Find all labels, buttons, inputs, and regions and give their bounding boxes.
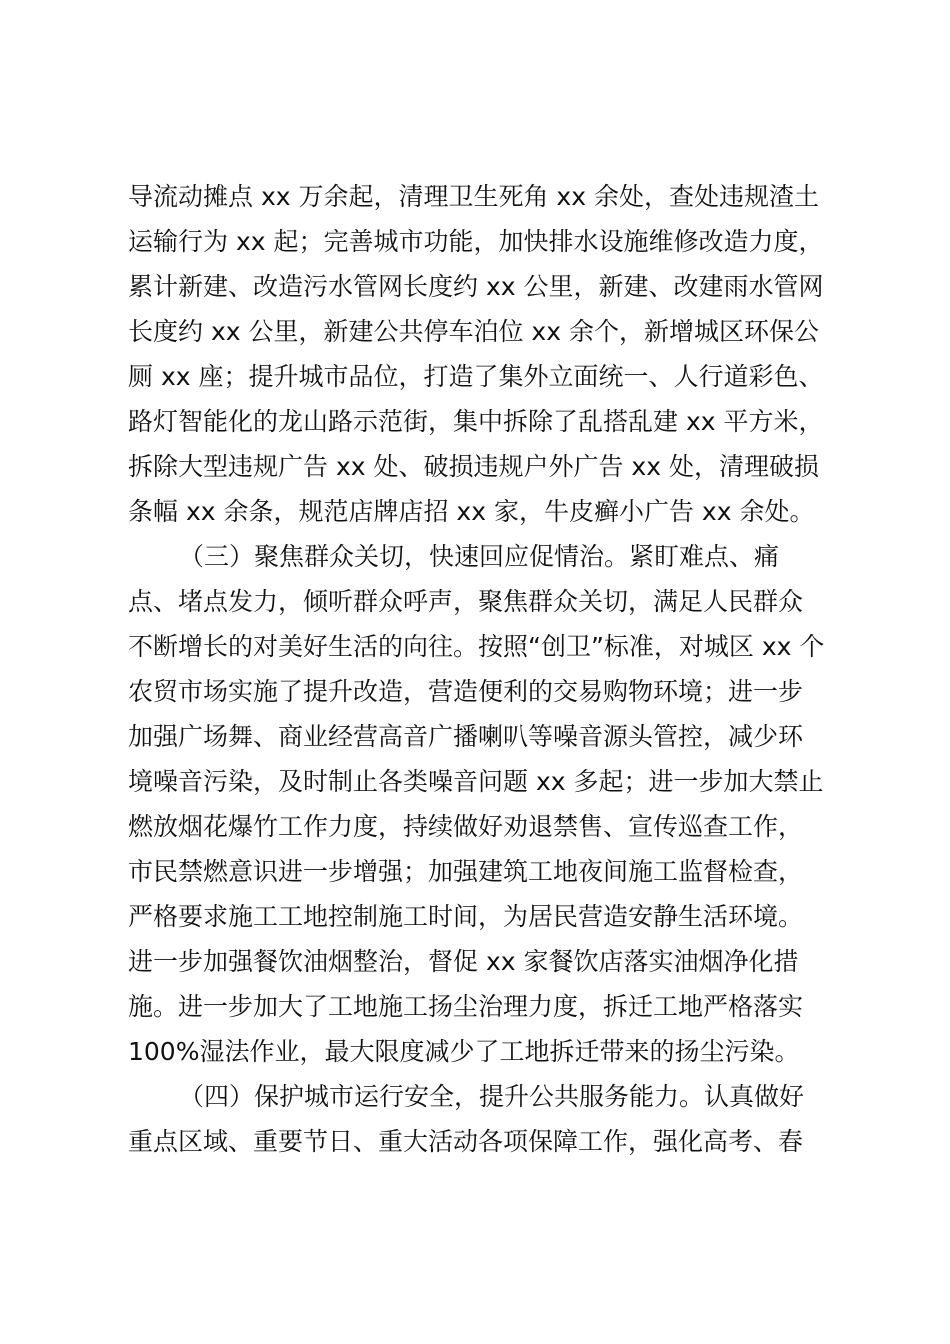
text-line: 长度约 xx 公里，新建公共停车泊位 xx 余个，新增城区环保公 xyxy=(128,317,819,346)
text-line: 条幅 xx 余条，规范店牌店招 xx 家，牛皮癣小广告 xx 余处。 xyxy=(128,497,815,526)
text-line: 累计新建、改造污水管网长度约 xx 公里，新建、改建雨水管网 xyxy=(128,272,824,301)
text-line: 农贸市场实施了提升改造，营造便利的交易购物环境；进一步 xyxy=(128,677,804,706)
text-line: 厕 xx 座；提升城市品位，打造了集外立面统一、人行道彩色、 xyxy=(128,362,824,391)
section-heading-line: （三）聚焦群众关切，快速回应促情治。紧盯难点、痛 xyxy=(179,542,780,571)
text-line: 进一步加强餐饮油烟整治，督促 xx 家餐饮店落实油烟净化措 xyxy=(128,947,799,976)
text-line: 境噪音污染，及时制止各类噪音问题 xx 多起；进一步加大禁止 xyxy=(128,767,824,796)
text-line: 重点区域、重要节日、重大活动各项保障工作，强化高考、春 xyxy=(128,1127,804,1156)
text-line: 路灯智能化的龙山路示范街，集中拆除了乱搭乱建 xx 平方米， xyxy=(128,407,824,436)
text-line: 运输行为 xx 起；完善城市功能，加快排水设施维修改造力度， xyxy=(128,227,824,256)
text-line: 拆除大型违规广告 xx 处、破损违规户外广告 xx 处，清理破损 xyxy=(128,452,819,481)
text-line: 不断增长的对美好生活的向往。按照“创卫”标准，对城区 xx 个 xyxy=(128,632,825,661)
text-line: 燃放烟花爆竹工作力度，持续做好劝退禁售、宣传巡查工作， xyxy=(128,812,804,841)
text-line: 100%湿法作业，最大限度减少了工地拆迁带来的扬尘污染。 xyxy=(128,1037,800,1066)
section-heading-line: （四）保护城市运行安全，提升公共服务能力。认真做好 xyxy=(179,1082,805,1111)
text-line: 施。进一步加大了工地施工扬尘治理力度，拆迁工地严格落实 xyxy=(128,992,804,1021)
text-line: 点、堵点发力，倾听群众呼声，聚焦群众关切，满足人民群众 xyxy=(128,587,804,616)
text-line: 严格要求施工工地控制施工时间，为居民营造安静生活环境。 xyxy=(128,902,804,931)
text-line: 市民禁燃意识进一步增强；加强建筑工地夜间施工监督检查， xyxy=(128,857,804,886)
text-line: 加强广场舞、商业经营高音广播喇叭等噪音源头管控，减少环 xyxy=(128,722,804,751)
text-line: 导流动摊点 xx 万余起，清理卫生死角 xx 余处，查处违规渣土 xyxy=(128,182,819,211)
